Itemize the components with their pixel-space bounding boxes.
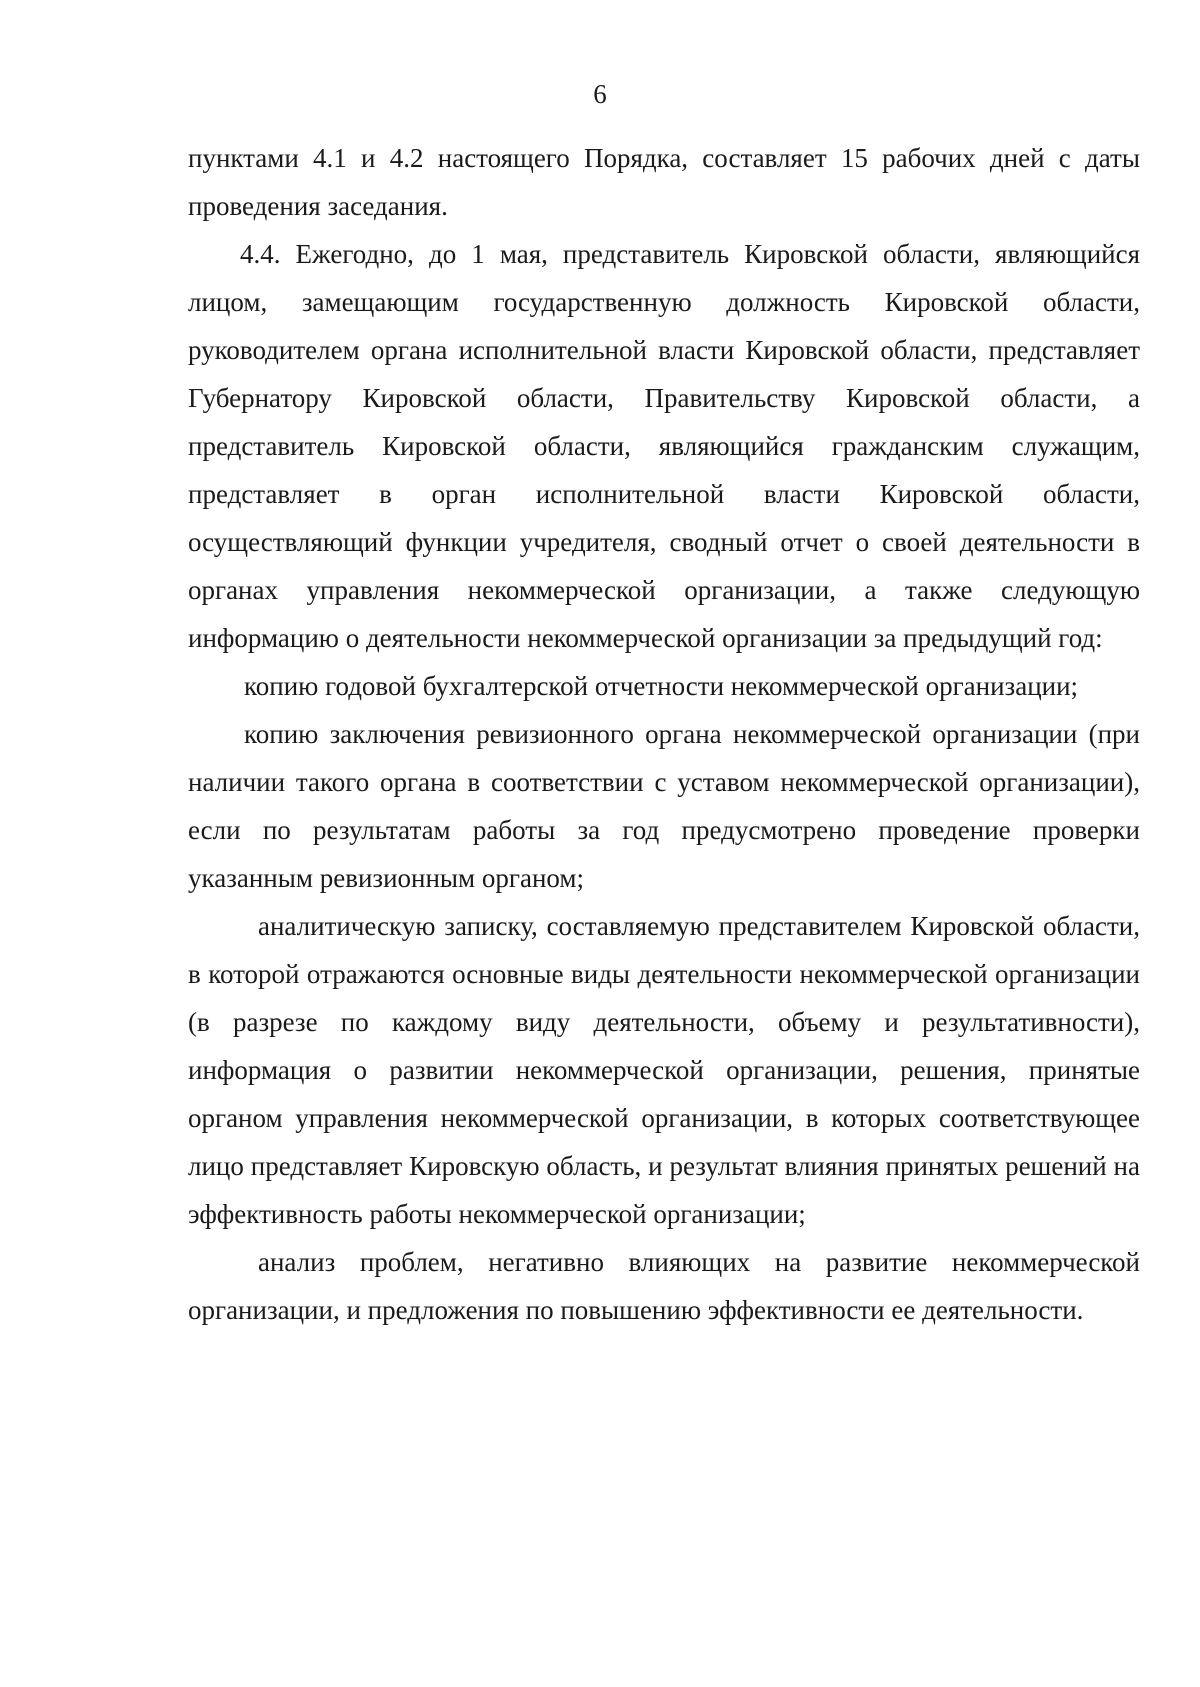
list-item-audit-conclusion: копию заключения ревизионного органа некоммерческой организации (при наличии такого органа в соответствии с уставом некоммерческой организации), если по результатам работы за год предусмотрено проведение проверки указанным ревизионным органом; (188, 719, 1140, 893)
page-number: 6 (593, 79, 607, 109)
list-item-problem-analysis: анализ проблем, негативно влияющих на развитие некоммерческой организации, и предложения по повышению эффективности ее деятельности. (188, 1247, 1140, 1325)
paragraph-4-4: 4.4. Ежегодно, до 1 мая, представитель Кировской области, являющийся лицом, замещающим государственную должность Кировской области, руководителем органа исполнительной власти Кировской области, представляет Губернатору Кировской области, Правительству Кировской области, а представитель Кировской области, являющийся гражданским служащим, представляет в орган исполнительной власти Кировской области, осуществляющий функции учредителя, сводный отчет о своей деятельности в органах управления некоммерческой организации, а также следующую информацию о деятельности некоммерческой организации за предыдущий год: (188, 239, 1140, 653)
list-item-analytical-note: аналитическую записку, составляемую представителем Кировской области, в которой отражаются основные виды деятельности некоммерческой организации (в разрезе по каждому виду деятельности, объему и результативности), информация о развитии некоммерческой организации, решения, принятые органом управления некоммерческой организации, в которых соответствующее лицо представляет Кировскую область, и результат влияния принятых решений на эффективность работы некоммерческой организации; (188, 911, 1140, 1229)
document-body (188, 134, 1140, 1334)
list-item-accounting-report: копию годовой бухгалтерской отчетности некоммерческой организации; (244, 671, 1079, 701)
paragraph-continuation: пунктами 4.1 и 4.2 настоящего Порядка, составляет 15 рабочих дней с даты проведения заседания. (188, 143, 1140, 221)
